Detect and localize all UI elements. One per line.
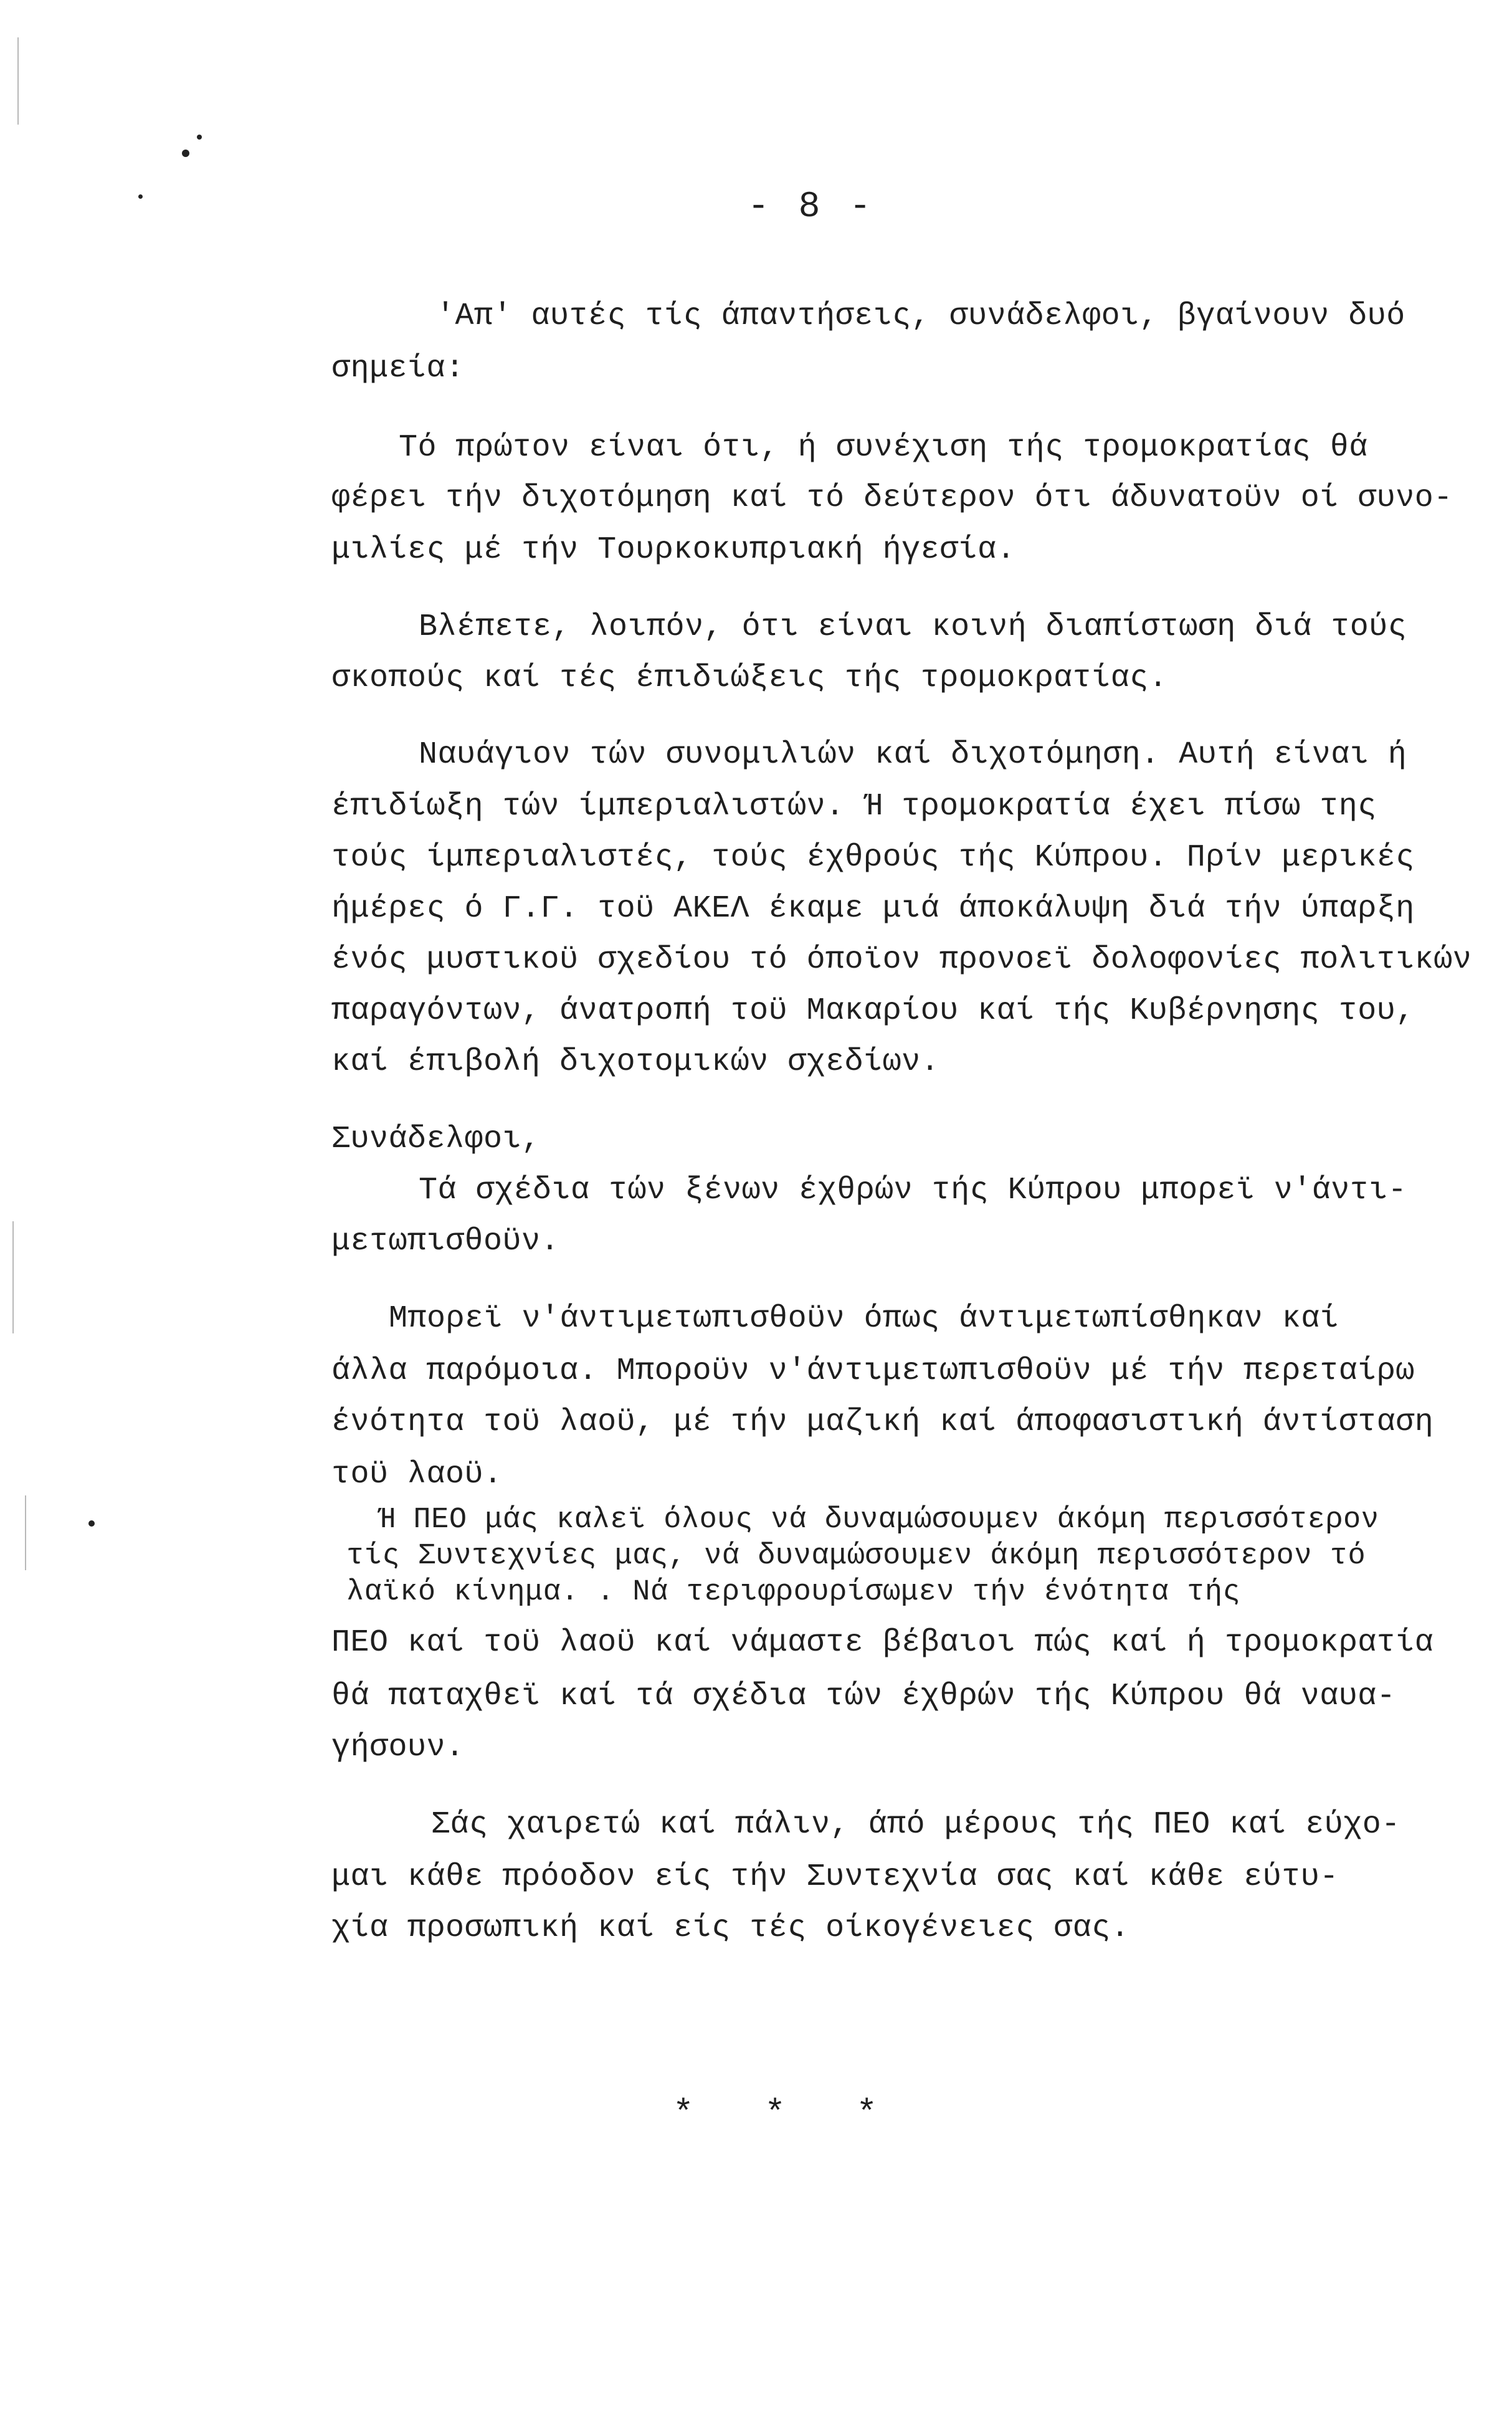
ink-speck xyxy=(138,194,143,199)
text-line: τοϋ λαοϋ. xyxy=(331,1457,503,1492)
text-line: παραγόντων, άνατροπή τοϋ Μακαρίου καί τής Κυβέρνησης του, xyxy=(331,993,1415,1029)
text-line: ήμέρες ό Γ.Γ. τοϋ ΑΚΕΛ έκαμε μιά άποκάλυψη διά τήν ύπαρξη xyxy=(331,891,1415,927)
text-line: Τό πρώτον είναι ότι, ή συνέχιση τής τρομοκρατίας θά xyxy=(399,430,1368,465)
ink-speck xyxy=(197,135,202,140)
text-line: ΠΕΟ καί τοϋ λαοϋ καί νάμαστε βέβαιοι πώς καί ή τρομοκρατία xyxy=(331,1625,1434,1661)
text-line: Ναυάγιον τών συνομιλιών καί διχοτόμηση. Αυτή είναι ή xyxy=(419,737,1407,773)
text-line: τούς ίμπεριαλιστές, τούς έχθρούς τής Κύπρου. Πρίν μερικές xyxy=(331,840,1415,875)
text-line: ένότητα τοϋ λαοϋ, μέ τήν μαζική καί άποφασιστική άντίσταση xyxy=(331,1404,1434,1440)
scan-edge-mark xyxy=(17,37,19,125)
text-line: Μπορεϊ ν'άντιμετωπισθοϋν όπως άντιμετωπίσθηκαν καί xyxy=(389,1301,1339,1337)
text-line: σημεία: xyxy=(331,351,465,386)
text-line: σκοπούς καί τές έπιδιώξεις τής τρομοκρατίας. xyxy=(331,660,1168,696)
text-line: μιλίες μέ τήν Τουρκοκυπριακή ήγεσία. xyxy=(331,532,1016,568)
text-line: λαϊκό κίνημα. . Νά τεριφρουρίσωμεν τήν ένότητα τής xyxy=(346,1576,1241,1609)
section-separator-stars: * * * xyxy=(673,2094,878,2133)
ink-speck xyxy=(182,150,189,157)
text-line: μαι κάθε πρόοδον είς τήν Συντεχνία σας καί κάθε εύτυ- xyxy=(331,1859,1339,1895)
text-line: Συνάδελφοι, xyxy=(331,1122,541,1157)
text-line: άλλα παρόμοια. Μποροϋν ν'άντιμετωπισθοϋν μέ τήν περεταίρω xyxy=(331,1353,1415,1389)
scan-edge-mark xyxy=(12,1221,14,1333)
scan-edge-mark xyxy=(25,1495,26,1570)
text-line: έπιδίωξη τών ίμπεριαλιστών. Ή τρομοκρατία έχει πίσω της xyxy=(331,789,1377,824)
text-line: φέρει τήν διχοτόμηση καί τό δεύτερον ότι άδυνατοϋν οί συνο- xyxy=(331,480,1453,516)
text-line: ένός μυστικοϋ σχεδίου τό όποϊον προνοεϊ δολοφονίες πολιτικών xyxy=(331,942,1472,978)
text-line: Σάς χαιρετώ καί πάλιν, άπό μέρους τής ΠΕΟ καί εύχο- xyxy=(431,1807,1400,1842)
text-line: θά παταχθεϊ καί τά σχέδια τών έχθρών τής Κύπρου θά ναυα- xyxy=(331,1679,1396,1714)
ink-speck xyxy=(88,1520,95,1527)
page-number: - 8 - xyxy=(748,187,875,227)
text-line: 'Απ' αυτές τίς άπαντήσεις, συνάδελφοι, βγαίνουν δυό xyxy=(436,298,1405,334)
text-line: καί έπιβολή διχοτομικών σχεδίων. xyxy=(331,1044,940,1080)
text-line: Βλέπετε, λοιπόν, ότι είναι κοινή διαπίστωση διά τούς xyxy=(419,609,1407,645)
text-line: Τά σχέδια τών ξένων έχθρών τής Κύπρου μπορεϊ ν'άντι- xyxy=(419,1173,1407,1208)
text-line: Ή ΠΕΟ μάς καλεϊ όλους νά δυναμώσουμεν άκόμη περισσότερον xyxy=(378,1504,1379,1537)
text-line: τίς Συντεχνίες μας, νά δυναμώσουμεν άκόμη περισσότερον τό xyxy=(346,1540,1366,1573)
text-line: χία προσωπική καί είς τές οίκογένειες σας. xyxy=(331,1910,1130,1946)
text-line: γήσουν. xyxy=(331,1730,465,1765)
text-line: μετωπισθοϋν. xyxy=(331,1224,560,1259)
